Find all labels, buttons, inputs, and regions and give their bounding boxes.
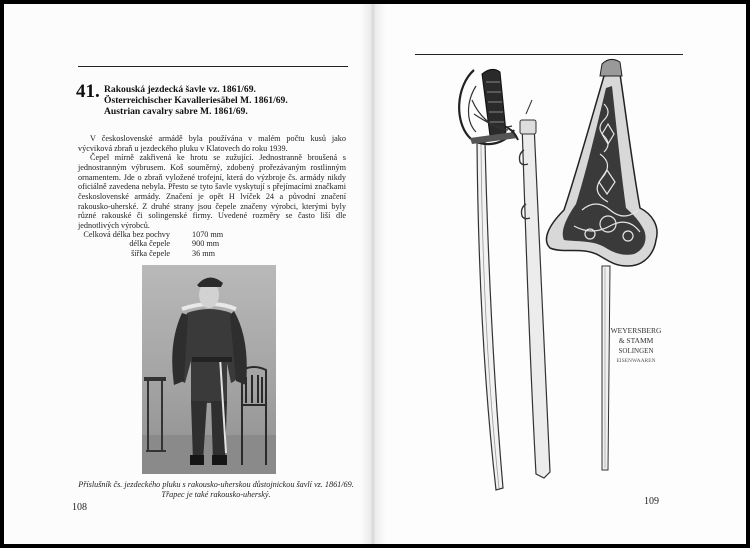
title-english: Austrian cavalry sabre M. 1861/69.	[104, 106, 248, 117]
maker-stamp	[605, 324, 667, 364]
stamp-line: SOLINGEN	[618, 347, 654, 355]
title-czech: Rakouská jezdecká šavle vz. 1861/69.	[104, 84, 256, 95]
dimension-label: Celková délka bez pochvy	[83, 230, 170, 239]
dimension-value: 1070 mm	[192, 230, 224, 239]
dimension-value: 900 mm	[192, 239, 220, 249]
paragraph-2: Čepel mírně zakřivená ke hrotu se zužující. Jednostranně broušená s jednostranným výbrusem. Koš souměrný, zdobený prořezávaným rostlinným ornamentem. Jde o zbraň vyložené trofejní, která do výzbroje čs. armády nikdy oficiálně zavedena nebyla. Přesto se tyto šavle vyskytují s přejímacími značkami československé armády. Značení je opět H lvíček 24 a původní značení rakousko-uherské. Z druhé strany jsou čepele značeny výrobci, kterými byly různé rakouské či solingenské firmy. Uvedené rozměry se často liší dle jednotlivých výrobců.	[78, 153, 346, 230]
sabre-illustration	[4, 4, 746, 544]
left-page-number: 108	[72, 502, 87, 513]
stamp-line: WEYERSBERG	[610, 326, 662, 335]
right-page-number: 109	[644, 496, 659, 507]
stamp-line: & STAMM	[618, 336, 654, 345]
dimension-value: 36 mm	[192, 248, 215, 258]
maker-stamp-mark	[605, 324, 667, 364]
stamp-line: EISENWAAREN	[616, 358, 656, 364]
entry-number: 41.	[76, 81, 100, 102]
title-german: Österreichischer Kavalleriesäbel M. 1861/69.	[104, 95, 288, 106]
dimension-label: šířka čepele	[131, 248, 170, 258]
dimension-label: délka čepele	[129, 239, 170, 249]
photo-caption: Příslušník čs. jezdeckého pluku s rakousko-uherskou důstojnickou šavlí vz. 1861/69. Třapec je také rakousko-uherský.	[78, 480, 354, 499]
book-spread	[4, 4, 746, 544]
paragraph-1: V československé armádě byla používána v malém počtu kusů jako výcviková zbraň u jezdeckého pluku v Klatovech do roku 1939.	[78, 134, 346, 153]
